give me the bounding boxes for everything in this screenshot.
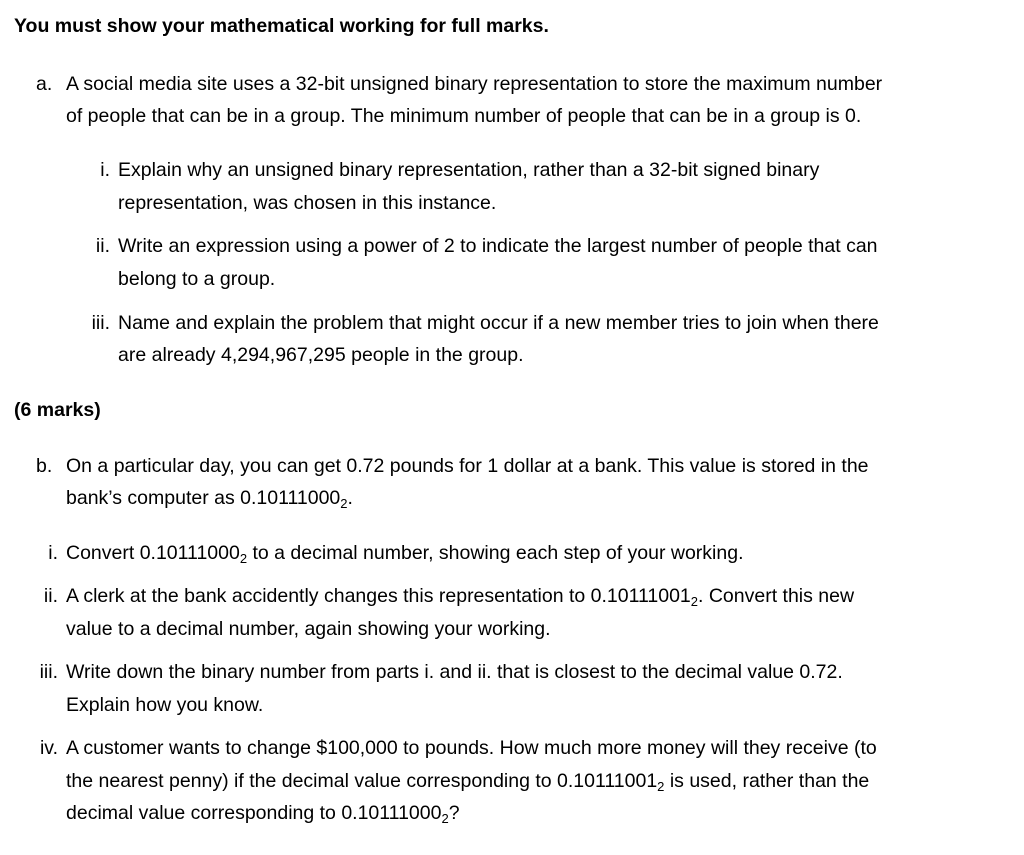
part-a-ii-marker: ii. <box>95 235 110 257</box>
part-b-iv-marker: iv. <box>39 737 58 759</box>
part-b-iv-line-2 <box>66 769 869 793</box>
part-a-ii-line-1: Write an expression using a power of 2 to indicate the largest number of people that can <box>118 235 878 257</box>
part-a-iii-marker: iii. <box>91 312 110 334</box>
part-b-i-line-1 <box>66 541 744 565</box>
part-b-i-text: Convert 0.10111000 <box>66 542 240 564</box>
part-b-iv-text-3-end: ? <box>448 802 460 824</box>
part-b-ii-text: A clerk at the bank accidently changes this representation to 0.10111001 <box>66 585 691 607</box>
base-subscript: 2 <box>340 496 348 511</box>
part-b-ii-marker: ii. <box>43 585 58 607</box>
base-subscript: 2 <box>657 779 665 794</box>
part-b-iii-line-2: Explain how you know. <box>66 694 264 716</box>
instruction-heading: You must show your mathematical working for full marks. <box>14 15 549 37</box>
part-b-iv-line-3 <box>66 801 460 825</box>
part-b-iv-text: the nearest penny) if the decimal value corresponding to 0.10111001 <box>66 770 658 792</box>
part-b-iv-line-1: A customer wants to change $100,000 to pounds. How much more money will they receive (to <box>66 737 877 759</box>
part-b-ii-line-2: value to a decimal number, again showing your working. <box>66 618 551 640</box>
part-a-marks: (6 marks) <box>14 399 101 421</box>
part-a-ii-line-2: belong to a group. <box>118 268 276 290</box>
part-b-iii-line-1: Write down the binary number from parts i. and ii. that is closest to the decimal value 0.72. <box>66 661 843 683</box>
part-b-text-line-1: On a particular day, you can get 0.72 pounds for 1 dollar at a bank. This value is stored in the <box>66 455 869 477</box>
part-a-marker: a. <box>36 73 53 95</box>
base-subscript: 2 <box>239 551 248 566</box>
part-b-iii-marker: iii. <box>39 661 58 683</box>
part-b-i-marker: i. <box>48 542 58 564</box>
base-subscript: 2 <box>441 811 449 826</box>
part-a-i-line-1: Explain why an unsigned binary representation, rather than a 32-bit signed binary <box>118 159 820 181</box>
part-a-iii-line-1: Name and explain the problem that might occur if a new member tries to join when there <box>118 312 879 334</box>
base-subscript: 2 <box>690 594 699 609</box>
part-b-i-text-end: to a decimal number, showing each step of your working. <box>247 542 744 564</box>
part-a-i-marker: i. <box>100 159 110 181</box>
part-a-text-line-1: A social media site uses a 32-bit unsigned binary representation to store the maximum number <box>66 73 883 95</box>
part-b-iv-text-end: is used, rather than the <box>664 770 870 792</box>
part-b-line-2-end: . <box>347 487 353 509</box>
part-a-text-line-2: of people that can be in a group. The minimum number of people that can be in a group is 0. <box>66 105 862 127</box>
part-a-i-line-2: representation, was chosen in this instance. <box>118 192 497 214</box>
part-a-iii-line-2: are already 4,294,967,295 people in the group. <box>118 344 524 366</box>
part-b-text-line-2 <box>66 486 353 510</box>
part-b-ii-line-1 <box>66 584 854 608</box>
part-b-iv-text-3: decimal value corresponding to 0.10111000 <box>66 802 442 824</box>
part-b-line-2-text: bank’s computer as 0.10111000 <box>66 487 341 509</box>
part-b-marker: b. <box>36 455 53 477</box>
part-b-ii-text-end: . Convert this new <box>698 585 855 607</box>
